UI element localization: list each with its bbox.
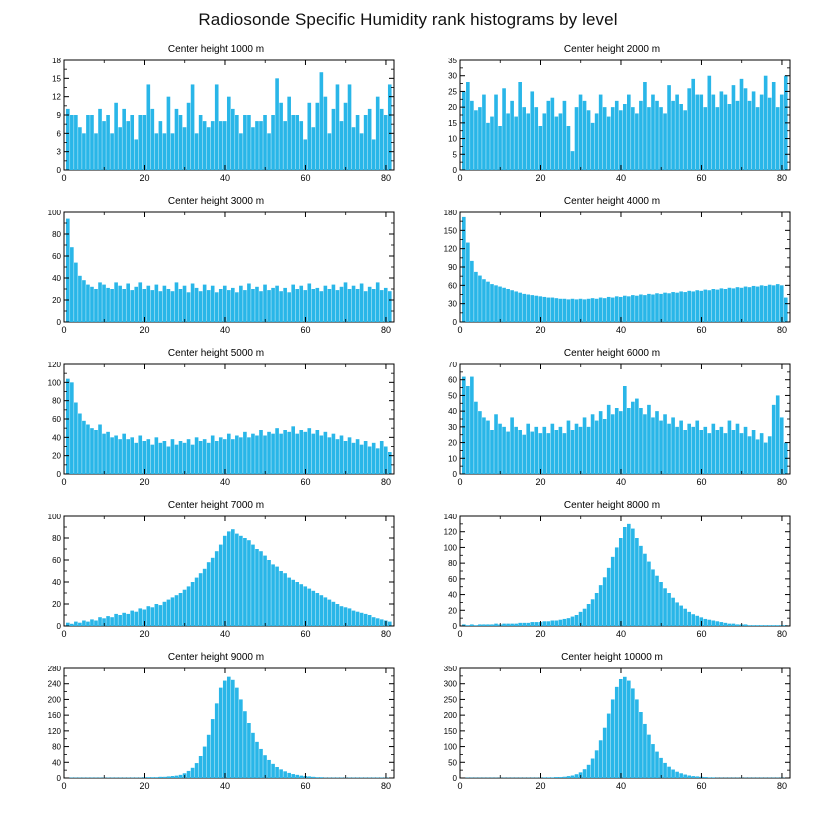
svg-text:40: 40 xyxy=(448,407,457,417)
svg-text:60: 60 xyxy=(300,629,311,639)
svg-text:40: 40 xyxy=(615,781,626,791)
svg-text:350: 350 xyxy=(443,666,457,673)
svg-text:60: 60 xyxy=(52,556,61,565)
histogram-panel xyxy=(30,44,402,190)
svg-text:5: 5 xyxy=(452,150,457,160)
plot-area xyxy=(426,666,798,798)
svg-text:250: 250 xyxy=(443,695,457,705)
svg-text:0: 0 xyxy=(452,166,457,175)
svg-text:0: 0 xyxy=(61,629,67,639)
svg-text:40: 40 xyxy=(52,433,61,443)
svg-text:50: 50 xyxy=(448,758,457,768)
svg-text:20: 20 xyxy=(139,173,150,183)
histogram-panel xyxy=(426,196,798,342)
svg-text:80: 80 xyxy=(52,534,61,543)
svg-text:40: 40 xyxy=(52,578,61,587)
svg-text:10: 10 xyxy=(448,454,457,464)
svg-text:100: 100 xyxy=(443,742,457,752)
panel-title: Center height 9000 m xyxy=(167,652,265,663)
svg-text:40: 40 xyxy=(448,590,457,600)
svg-text:80: 80 xyxy=(776,173,787,183)
svg-text:160: 160 xyxy=(47,711,61,721)
panel-title: Center height 1000 m xyxy=(167,44,265,55)
plot-area xyxy=(30,514,402,646)
svg-text:0: 0 xyxy=(56,166,61,175)
svg-text:60: 60 xyxy=(52,252,61,261)
panel-title: Center height 7000 m xyxy=(167,500,265,511)
svg-text:90: 90 xyxy=(448,263,457,272)
svg-text:40: 40 xyxy=(219,477,230,487)
svg-text:25: 25 xyxy=(448,87,457,97)
svg-text:30: 30 xyxy=(448,422,457,432)
svg-text:60: 60 xyxy=(448,574,457,584)
svg-text:60: 60 xyxy=(52,415,61,424)
svg-text:15: 15 xyxy=(448,118,457,128)
svg-text:30: 30 xyxy=(448,71,457,81)
svg-text:0: 0 xyxy=(56,470,61,479)
histogram-panel xyxy=(30,196,402,342)
svg-text:80: 80 xyxy=(380,173,391,183)
histogram-panel xyxy=(426,652,798,798)
page-title: Radiosonde Specific Humidity rank histograms by level xyxy=(198,10,618,29)
svg-text:20: 20 xyxy=(139,477,150,487)
svg-text:60: 60 xyxy=(448,281,457,291)
svg-text:40: 40 xyxy=(615,629,626,639)
svg-text:10: 10 xyxy=(448,134,457,144)
svg-text:0: 0 xyxy=(452,470,457,479)
svg-text:35: 35 xyxy=(448,58,457,65)
panel-title: Center height 10000 m xyxy=(561,652,663,663)
svg-text:80: 80 xyxy=(380,325,391,335)
svg-text:80: 80 xyxy=(52,230,61,239)
svg-text:0: 0 xyxy=(56,774,61,783)
svg-text:20: 20 xyxy=(448,103,457,113)
svg-text:80: 80 xyxy=(776,477,787,487)
svg-text:80: 80 xyxy=(380,629,391,639)
svg-text:20: 20 xyxy=(535,781,546,791)
svg-text:150: 150 xyxy=(443,726,457,736)
svg-text:60: 60 xyxy=(300,325,311,335)
svg-text:60: 60 xyxy=(300,781,311,791)
svg-text:20: 20 xyxy=(139,325,150,335)
svg-text:0: 0 xyxy=(56,622,61,631)
svg-text:6: 6 xyxy=(56,129,61,139)
svg-text:140: 140 xyxy=(443,514,457,521)
svg-text:100: 100 xyxy=(47,210,61,217)
histogram-panel xyxy=(426,44,798,190)
histogram-panel xyxy=(30,348,402,494)
svg-text:60: 60 xyxy=(696,325,707,335)
panel-title: Center height 3000 m xyxy=(167,196,265,207)
svg-text:0: 0 xyxy=(457,629,463,639)
svg-text:40: 40 xyxy=(219,629,230,639)
svg-text:20: 20 xyxy=(139,781,150,791)
svg-text:20: 20 xyxy=(535,173,546,183)
svg-text:0: 0 xyxy=(452,622,457,631)
svg-text:0: 0 xyxy=(61,781,67,791)
svg-text:100: 100 xyxy=(47,378,61,388)
svg-text:18: 18 xyxy=(52,58,61,65)
plot-area xyxy=(30,362,402,494)
svg-text:20: 20 xyxy=(535,325,546,335)
svg-text:0: 0 xyxy=(452,774,457,783)
svg-text:40: 40 xyxy=(52,274,61,283)
svg-text:80: 80 xyxy=(776,629,787,639)
svg-text:9: 9 xyxy=(56,111,61,120)
plot-area xyxy=(426,362,798,494)
svg-text:80: 80 xyxy=(776,325,787,335)
svg-text:20: 20 xyxy=(139,629,150,639)
svg-text:0: 0 xyxy=(56,318,61,327)
svg-text:150: 150 xyxy=(443,226,457,236)
svg-text:120: 120 xyxy=(443,244,457,254)
plot-area xyxy=(30,58,402,190)
svg-text:180: 180 xyxy=(443,210,457,217)
svg-text:280: 280 xyxy=(47,666,61,673)
svg-text:200: 200 xyxy=(443,711,457,721)
svg-text:40: 40 xyxy=(219,325,230,335)
svg-text:40: 40 xyxy=(219,173,230,183)
plot-area xyxy=(426,210,798,342)
svg-text:40: 40 xyxy=(615,325,626,335)
histogram-panel xyxy=(30,500,402,646)
svg-text:60: 60 xyxy=(696,781,707,791)
svg-text:80: 80 xyxy=(52,396,61,406)
svg-text:60: 60 xyxy=(696,629,707,639)
svg-text:20: 20 xyxy=(535,629,546,639)
svg-text:40: 40 xyxy=(615,173,626,183)
panel-title: Center height 5000 m xyxy=(167,348,265,359)
svg-text:240: 240 xyxy=(47,679,61,689)
svg-text:12: 12 xyxy=(52,92,61,102)
svg-text:50: 50 xyxy=(448,391,457,401)
svg-text:15: 15 xyxy=(52,74,61,84)
svg-text:80: 80 xyxy=(448,559,457,569)
svg-text:60: 60 xyxy=(300,477,311,487)
plot-area xyxy=(30,666,402,798)
svg-text:200: 200 xyxy=(47,695,61,705)
histogram-panel xyxy=(426,348,798,494)
svg-text:0: 0 xyxy=(61,173,67,183)
svg-text:60: 60 xyxy=(696,173,707,183)
svg-text:60: 60 xyxy=(448,375,457,385)
svg-text:40: 40 xyxy=(615,477,626,487)
svg-text:120: 120 xyxy=(443,527,457,537)
panel-title: Center height 4000 m xyxy=(563,196,661,207)
histogram-panel xyxy=(30,652,402,798)
svg-text:20: 20 xyxy=(535,477,546,487)
svg-text:20: 20 xyxy=(52,451,61,461)
svg-text:100: 100 xyxy=(443,543,457,553)
plot-area xyxy=(426,514,798,646)
svg-text:20: 20 xyxy=(52,296,61,305)
svg-text:20: 20 xyxy=(52,600,61,609)
svg-text:0: 0 xyxy=(457,477,463,487)
svg-text:100: 100 xyxy=(47,514,61,521)
svg-text:20: 20 xyxy=(448,606,457,616)
plot-area xyxy=(426,58,798,190)
svg-text:80: 80 xyxy=(52,742,61,752)
plot-area xyxy=(30,210,402,342)
svg-text:3: 3 xyxy=(56,147,61,157)
svg-text:80: 80 xyxy=(380,781,391,791)
svg-text:0: 0 xyxy=(452,318,457,327)
svg-text:60: 60 xyxy=(300,173,311,183)
svg-text:60: 60 xyxy=(696,477,707,487)
svg-text:80: 80 xyxy=(380,477,391,487)
svg-text:40: 40 xyxy=(52,758,61,768)
svg-text:0: 0 xyxy=(457,173,463,183)
histogram-panel xyxy=(426,500,798,646)
svg-text:0: 0 xyxy=(61,477,67,487)
svg-text:70: 70 xyxy=(448,362,457,369)
svg-text:0: 0 xyxy=(457,781,463,791)
panel-title: Center height 2000 m xyxy=(563,44,661,55)
svg-text:30: 30 xyxy=(448,299,457,309)
svg-text:120: 120 xyxy=(47,726,61,736)
panel-title: Center height 6000 m xyxy=(563,348,661,359)
panel-title: Center height 8000 m xyxy=(563,500,661,511)
svg-text:20: 20 xyxy=(448,438,457,448)
svg-text:0: 0 xyxy=(61,325,67,335)
svg-text:40: 40 xyxy=(219,781,230,791)
svg-text:120: 120 xyxy=(47,362,61,369)
svg-text:80: 80 xyxy=(776,781,787,791)
svg-text:0: 0 xyxy=(457,325,463,335)
svg-text:300: 300 xyxy=(443,679,457,689)
